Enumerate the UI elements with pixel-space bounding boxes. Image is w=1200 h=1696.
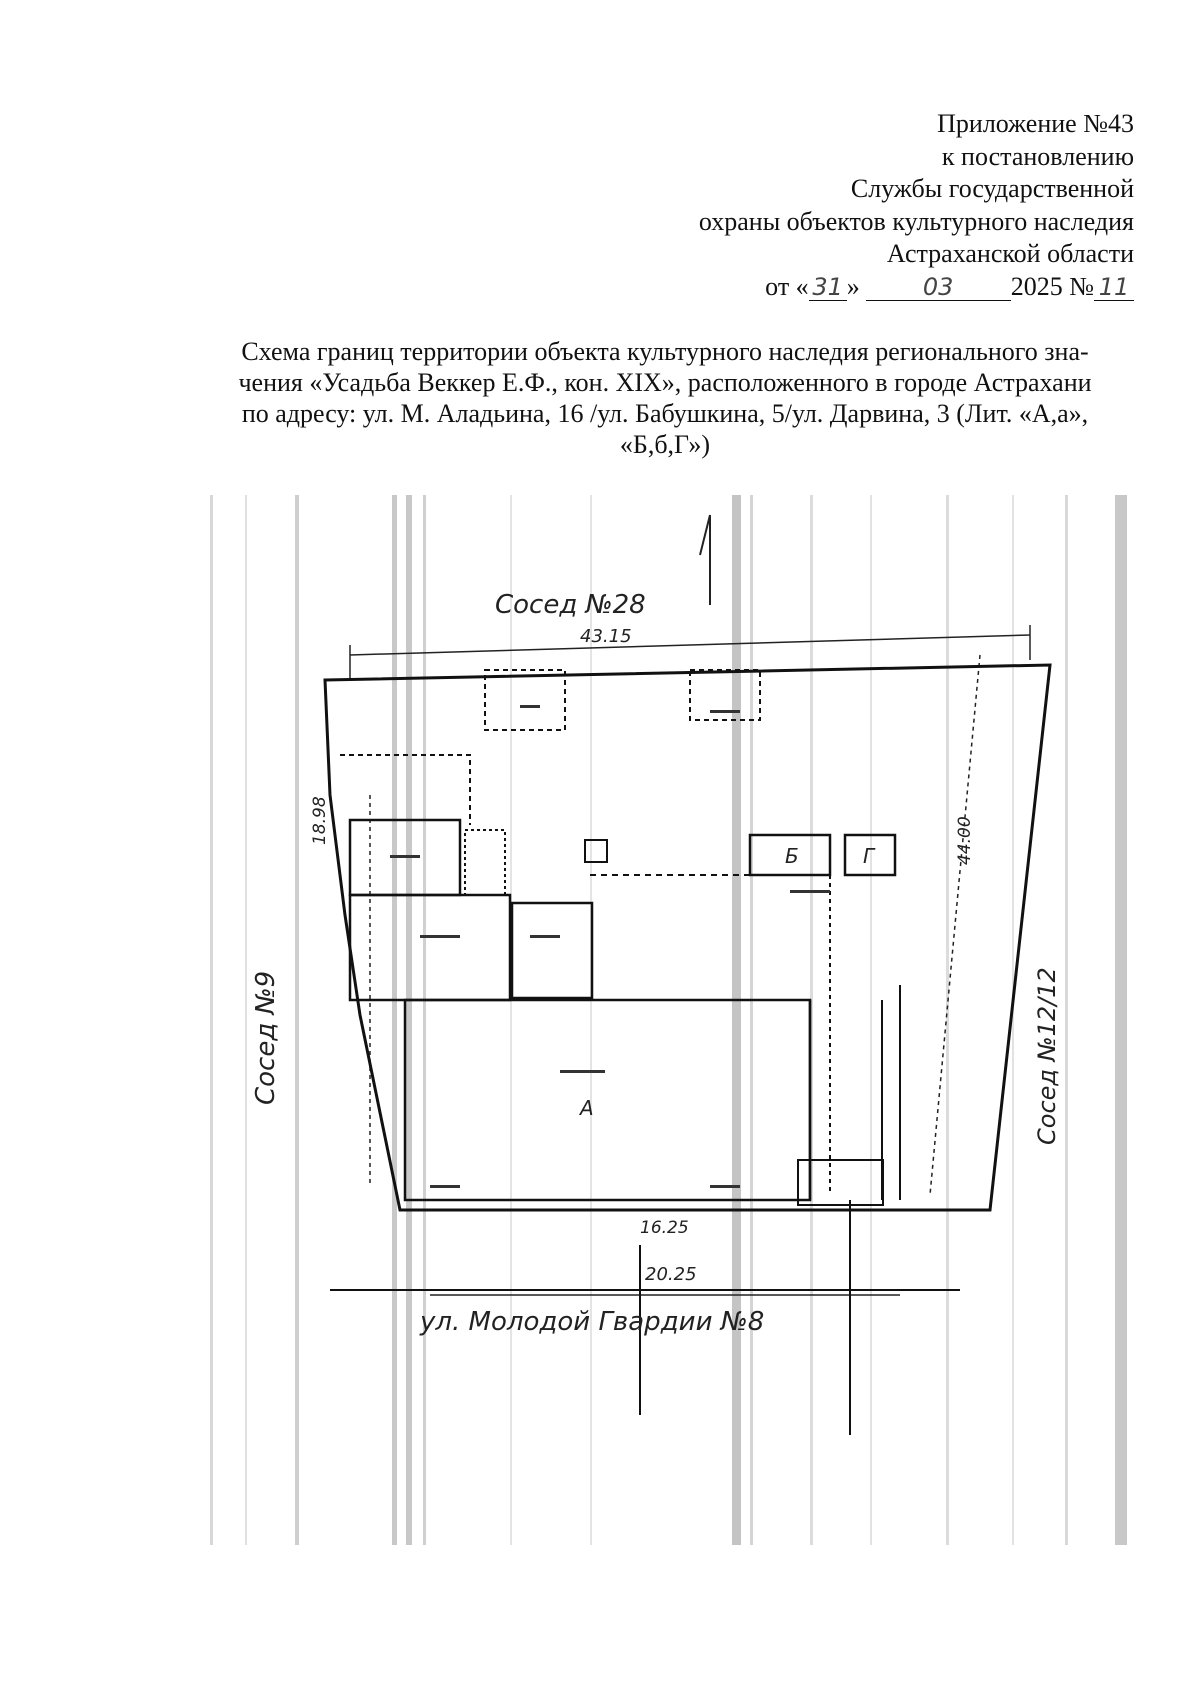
dim-right-label: 44.00 bbox=[955, 816, 975, 865]
lit-a-label: А bbox=[580, 1096, 594, 1120]
title-line-2: чения «Усадьба Веккер Е.Ф., кон. XIX», расположенного в городе Астрахани bbox=[238, 368, 1092, 397]
title-line-4: «Б,б,Г») bbox=[619, 430, 711, 459]
title-line-1: Схема границ территории объекта культурного наследия регионального зна- bbox=[241, 337, 1089, 366]
dim-inner-label: 16.25 bbox=[640, 1218, 689, 1238]
header-line-4: охраны объектов культурного наследия bbox=[698, 206, 1134, 236]
header-date-line bbox=[574, 271, 1134, 304]
north-arrow bbox=[700, 515, 710, 605]
dimension-marks bbox=[390, 705, 830, 1188]
appendix-header bbox=[574, 108, 1134, 303]
lit-b-label: Б bbox=[785, 844, 799, 868]
header-line-5: Астраханской области bbox=[886, 239, 1134, 268]
date-day-handwritten: 31 bbox=[809, 274, 847, 301]
decree-number-handwritten: 11 bbox=[1094, 274, 1134, 301]
header-line-3: Службы государственной bbox=[850, 174, 1134, 203]
boundary-scheme-drawing bbox=[170, 495, 1140, 1545]
neighbor-top-label: Сосед №28 bbox=[495, 590, 646, 620]
title-line-3: по адресу: ул. М. Аладьина, 16 /ул. Бабушкина, 5/ул. Дарвина, 3 (Лит. «А,а», bbox=[241, 399, 1089, 428]
dim-top-label: 43.15 bbox=[580, 626, 632, 647]
dim-left-label: 18.98 bbox=[310, 796, 330, 845]
neighbor-left-label: Сосед №9 bbox=[251, 970, 281, 1105]
neighbor-right-label: Сосед №12/12 bbox=[1033, 967, 1061, 1145]
lit-g-label: Г bbox=[863, 844, 875, 868]
dimension-lines bbox=[350, 625, 1030, 1295]
scheme-title bbox=[190, 336, 1140, 460]
street-bottom-label: ул. Молодой Гвардии №8 bbox=[420, 1307, 765, 1337]
header-line-1: Приложение №43 bbox=[937, 109, 1134, 138]
scheme-svg bbox=[170, 495, 1140, 1545]
header-line-2: к постановлению bbox=[941, 141, 1134, 171]
date-mid: » bbox=[846, 271, 860, 301]
date-month-handwritten: 03 bbox=[866, 274, 1011, 301]
dim-bottom-label: 20.25 bbox=[645, 1264, 697, 1285]
scan-stripes bbox=[210, 495, 1127, 1545]
date-prefix: от « bbox=[765, 271, 809, 301]
date-year: 2025 № bbox=[1010, 271, 1094, 301]
